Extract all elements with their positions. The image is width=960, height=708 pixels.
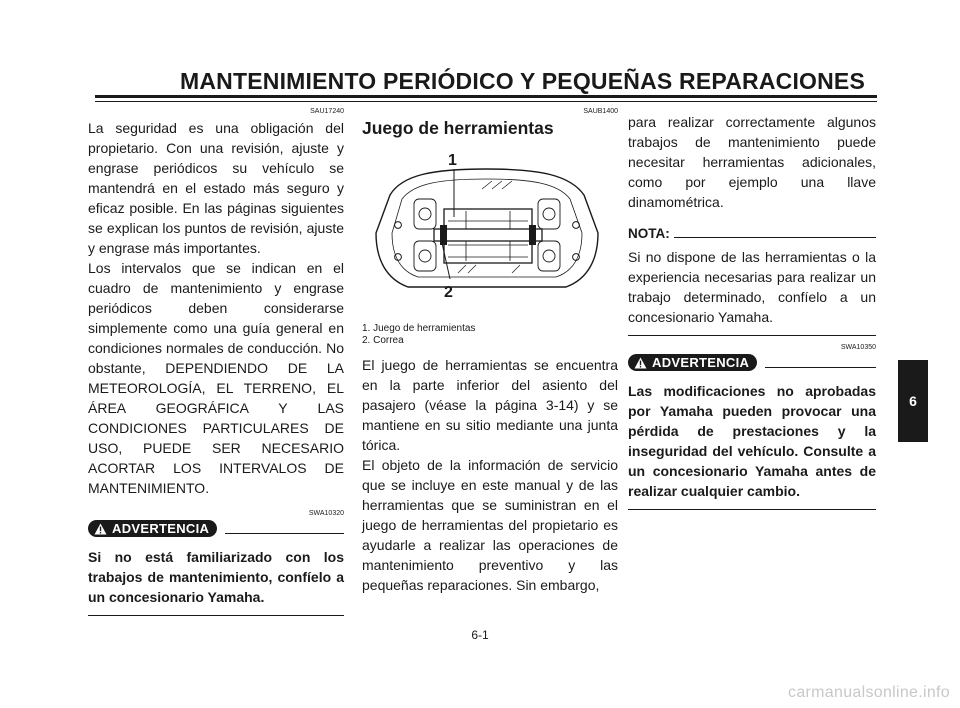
title-rule-thick <box>95 95 877 98</box>
page-title: MANTENIMIENTO PERIÓDICO Y PEQUEÑAS REPARACIONES <box>180 68 866 94</box>
caption-item-1: 1. Juego de herramientas <box>362 323 476 334</box>
section-code: SAU17240 <box>310 108 344 115</box>
chapter-tab: 6 <box>898 360 928 442</box>
service-info-paragraph: El objeto de la información de servicio que se incluye en este manual y de las herramientas que se suministran en el juego de herramientas del propietario es ayudarle a realizar las operaciones de mantenimiento preventivo y las pequeñas reparaciones. Sin embargo, <box>362 457 618 593</box>
note-header <box>628 226 876 241</box>
toolkit-location-paragraph: El juego de herramientas se encuentra en la parte inferior del asiento del pasajero (véase la página 3-14) y se mantiene en su sitio mediante una junta tórica. <box>362 357 618 453</box>
left-column <box>88 108 344 616</box>
warning-header-rule <box>225 533 344 534</box>
warning-text: Si no está familiarizado con los trabajos de mantenimiento, confíelo a un concesionario Yamaha. <box>88 549 344 605</box>
warning-triangle-icon <box>634 357 647 369</box>
warning-text: Las modificaciones no aprobadas por Yamaha pueden provocar una pérdida de prestaciones y la inseguridad del vehículo. Consulte a un concesionario Yamaha antes de realizar cualquier cambio. <box>628 383 876 499</box>
warning-header-rule <box>765 367 876 368</box>
warning-end-rule <box>88 615 344 616</box>
warning-badge <box>628 354 757 371</box>
warning-end-rule <box>628 509 876 510</box>
toolkit-figure <box>362 147 610 319</box>
intro-paragraph: La seguridad es una obligación del propietario. Con una revisión, ajuste y engrase periódicos su vehículo se mantendrá en el estado más seguro y eficaz posible. En las páginas siguientes se explican los puntos de revisión, ajuste y engrase más importantes. <box>88 120 344 256</box>
warning-header <box>628 354 876 371</box>
right-column <box>628 112 876 510</box>
note-label: NOTA: <box>628 226 670 241</box>
page-number: 6-1 <box>471 628 489 642</box>
section-heading: Juego de herramientas <box>362 118 554 138</box>
note-text: Si no dispone de las herramientas o la experiencia necesarias para realizar un trabajo determinado, confíelo a un concesionario Yamaha. <box>628 249 876 325</box>
intervals-paragraph: Los intervalos que se indican en el cuadro de mantenimiento y engrase periódicos deben considerarse simplemente como una guía general en condiciones normales de conducción. No obstante, DEPENDIENDO DE LA METEOROLOGÍA, EL TERRENO, EL ÁREA GEOGRÁFICA Y LAS CONDICIONES PARTICULARES DE USO, PUEDE SER NECESARIO ACORTAR LOS INTERVALOS DE MANTENIMIENTO. <box>88 260 344 496</box>
title-rule-thin <box>95 101 877 102</box>
warning-code: SWA10320 <box>308 510 344 517</box>
caption-item-2: 2. Correa <box>362 335 404 346</box>
continuation-paragraph: para realizar correctamente algunos trabajos de mantenimiento puede necesitar herramientas adicionales, como por ejemplo una llave dinamométrica. <box>628 114 876 210</box>
strap <box>434 229 542 241</box>
warning-code: SWA10350 <box>840 344 876 351</box>
warning-label: ADVERTENCIA <box>112 521 210 536</box>
warning-header <box>88 520 344 537</box>
section-code: SAUB1400 <box>583 108 618 115</box>
callout-2: 2 <box>444 284 453 301</box>
note-end-rule <box>628 335 876 336</box>
warning-badge <box>88 520 217 537</box>
middle-column <box>362 108 618 595</box>
callout-1: 1 <box>448 152 457 169</box>
note-header-rule <box>674 237 876 238</box>
warning-triangle-icon <box>94 523 107 535</box>
watermark: carmanualsonline.info <box>788 684 950 701</box>
warning-label: ADVERTENCIA <box>652 355 750 370</box>
